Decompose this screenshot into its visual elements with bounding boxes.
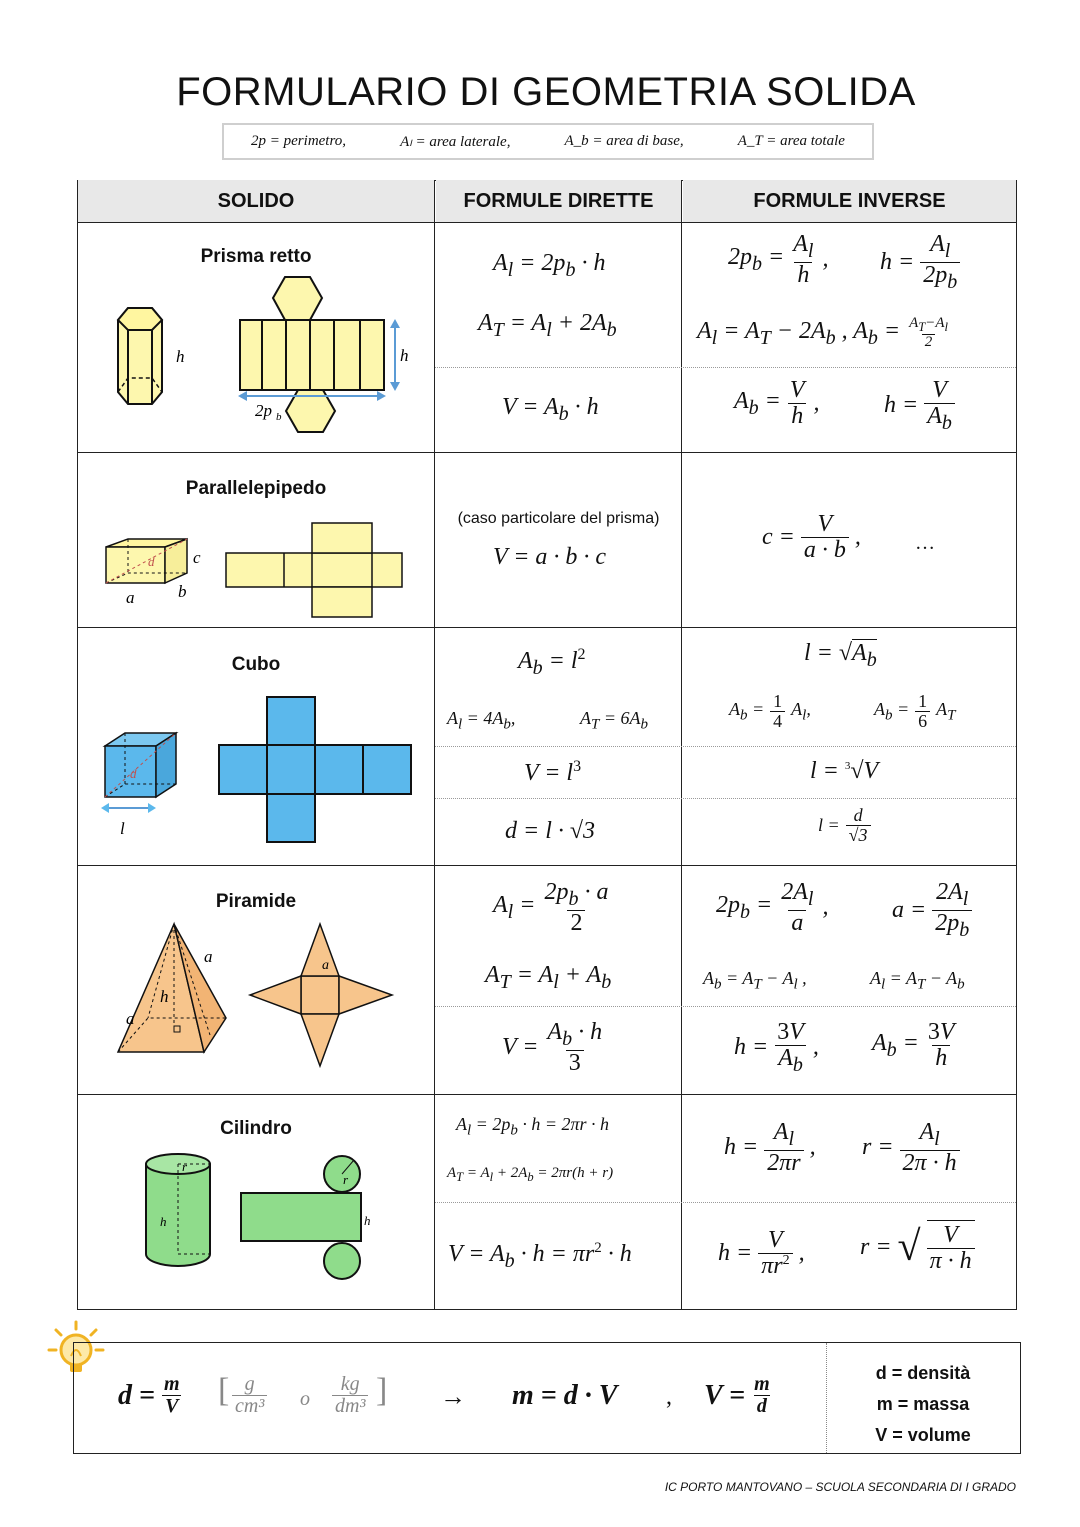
inverse-cilindro-r2: r = √ $\frac{V}{\pi \cdot h}$ [860, 1220, 975, 1274]
units-kg: kg [340, 1373, 360, 1395]
inverse-parallelepipedo-c: c = $\frac{V}{a \cdot b}$ , [762, 511, 861, 564]
inverse-prisma-h2: h = $\frac{V}{A_b}$ [884, 378, 955, 434]
units-g-cm3 [232, 1374, 267, 1417]
parallelepiped-note: (caso particolare del prisma) [457, 510, 660, 527]
formula-cilindro-v: $V = A_b \cdot h = \pi r^2 \cdot h$ [448, 1240, 632, 1272]
units-bracket-open: [ [218, 1372, 230, 1409]
units-dm3: dm³ [332, 1395, 368, 1417]
row-divider [77, 1094, 1017, 1095]
legend-density: d = densità [875, 1363, 971, 1383]
cylinder-figure [140, 1150, 400, 1285]
prism-label-2p: 2p [255, 401, 272, 420]
pyramid-net-label-a: a [322, 958, 329, 973]
formula-cubo-ab: $A_b = l^2$ [518, 646, 586, 679]
cylinder-net-label-r: r [343, 1172, 349, 1187]
pyramid-label-base-a: a [126, 1009, 135, 1028]
comma-separator: , [666, 1384, 672, 1410]
parallelepiped-figure [100, 515, 410, 615]
legend-base-area: A_b = area di base, [564, 133, 684, 149]
sub-divider [435, 367, 1016, 368]
arrow-icon: → [440, 1382, 466, 1411]
cylinder-label-r: r [182, 1159, 188, 1174]
row-divider [77, 865, 1017, 866]
formula-piramide-at: $A_T = A_l + A_b$ [485, 962, 612, 993]
header-solido: SOLIDO [78, 180, 434, 222]
units-g: g [244, 1373, 255, 1395]
inverse-piramide-al: $A_l = A_T - A_b$ [870, 968, 965, 993]
inverse-cilindro-h2: h = $\frac{V}{\pi r^2}$ , [718, 1227, 805, 1280]
solid-name-cubo: Cubo [231, 654, 281, 675]
solid-name-parallelepipedo: Parallelepipedo [185, 478, 327, 499]
prism-label-h: h [176, 347, 185, 366]
footer-school: IC PORTO MANTOVANO – SCUOLA SECONDARIA DI I GRADO [664, 1480, 1016, 1494]
row-divider [77, 452, 1017, 453]
prism-label-2p-sub: b [276, 411, 282, 423]
units-cm3: cm³ [232, 1395, 267, 1417]
inverse-cubo-ab-from-at: $A_b$ = $\frac{1}{6}$ $A_T$ [874, 691, 956, 731]
formula-cilindro-al: $A_l = 2p_b \cdot h = 2\pi r \cdot h$ [456, 1114, 609, 1139]
formula-piramide-v: V = $\frac{A_b \cdot h}{3}$ [502, 1019, 603, 1076]
mass-formula: m = d · V [512, 1380, 618, 1411]
prism-net-label-h: h [400, 346, 409, 365]
solid-name-piramide: Piramide [215, 891, 297, 912]
density-legend [838, 1358, 1008, 1451]
inverse-parallelepipedo-ellipsis: … [915, 532, 935, 554]
formula-cilindro-at: $A_T = A_l + 2A_b = 2\pi r(h + r)$ [447, 1165, 614, 1184]
column-divider [681, 180, 682, 1310]
header-formule-inverse: FORMULE INVERSE [683, 180, 1016, 222]
cylinder-net-label-h: h [364, 1213, 371, 1228]
row-divider [77, 627, 1017, 628]
column-divider [434, 180, 435, 1310]
legend-volume: V = volume [875, 1425, 971, 1445]
legend-lateral-area: Aₗ = area laterale, [400, 134, 511, 150]
formula-cubo-at: $A_T = 6A_b$ [580, 708, 648, 733]
solid-name-prisma: Prisma retto [200, 246, 312, 267]
cylinder-label-h: h [160, 1214, 167, 1229]
inverse-cubo-ab-from-al: $A_b$ = $\frac{1}{4}$ $A_l$, [729, 691, 811, 731]
symbol-legend [222, 123, 874, 160]
inverse-piramide-2p: $2p_b$ = $\frac{2A_l}{a}$ , [716, 879, 829, 936]
formula-piramide-al: $A_l$ = $\frac{2p_b \cdot a}{2}$ [493, 879, 609, 936]
inverse-cubo-l-from-ab: $l = √A_b$ [804, 640, 877, 671]
sub-divider [435, 746, 1016, 747]
sub-divider [435, 1006, 1016, 1007]
formula-prisma-v: $V = A_b \cdot h$ [502, 394, 599, 425]
parallelepiped-label-a: a [126, 588, 135, 607]
parallelepiped-label-b: b [178, 582, 187, 601]
inverse-cubo-l-from-v: l = $^3$√V [810, 758, 879, 784]
prism-figure [110, 270, 430, 440]
units-kg-dm3 [332, 1374, 368, 1417]
inverse-piramide-ab: $A_b = A_T - A_l$ , [703, 968, 807, 993]
legend-mass: m = massa [876, 1394, 970, 1414]
row-divider [77, 222, 1017, 223]
sub-divider [435, 798, 1016, 799]
formula-prisma-at: $A_T = A_l + 2A_b$ [478, 310, 617, 341]
inverse-piramide-ab2: $A_b$ = $\frac{3V}{h}$ [872, 1019, 955, 1072]
volume-formula: V = $\frac{m}{d}$ [704, 1373, 770, 1417]
formula-parallelepipedo-v: V = a · b · c [493, 544, 607, 570]
cube-figure [100, 690, 420, 850]
inverse-piramide-h: h = $\frac{3V}{A_b}$ , [734, 1019, 819, 1076]
pyramid-label-a: a [204, 947, 213, 966]
header-formule-dirette: FORMULE DIRETTE [436, 180, 681, 222]
formula-cubo-d: d = l · √3 [505, 818, 596, 844]
formula-cubo-al: $A_l = 4A_b$, [447, 708, 516, 733]
units-or: o [300, 1388, 310, 1410]
density-formula: d = $\frac{m}{V}$ [118, 1373, 180, 1417]
solid-name-cilindro: Cilindro [220, 1118, 292, 1139]
inverse-cubo-l-from-d: l = $\frac{d}{√3}$ [818, 806, 871, 845]
density-divider [826, 1343, 827, 1453]
legend-total-area: A_T = area totale [737, 133, 845, 149]
units-bracket-close: ] [376, 1372, 388, 1409]
parallelepiped-label-d: d [148, 554, 155, 569]
parallelepiped-label-c: c [193, 548, 201, 567]
inverse-prisma-2p: $2p_b$ = $\frac{A_l}{h}$ , [728, 231, 829, 288]
inverse-prisma-ab: $A_b$ = $\frac{V}{h}$ , [734, 377, 820, 430]
pyramid-figure [110, 920, 410, 1070]
inverse-prisma-h: h = $\frac{A_l}{2p_b}$ [880, 232, 960, 293]
inverse-prisma-al-ab: $A_l = A_T - 2A_b$ , $A_b$ = $\frac{A_T-A_l}{2}$ [697, 315, 948, 351]
legend-perimeter: 2p = perimetro, [251, 133, 347, 149]
cube-label-l: l [120, 819, 125, 838]
sub-divider [435, 1202, 1016, 1203]
inverse-cilindro-h: h = $\frac{A_l}{2\pi r}$ , [724, 1119, 816, 1176]
inverse-cilindro-r: r = $\frac{A_l}{2\pi \cdot h}$ [862, 1120, 960, 1176]
inverse-piramide-a: a = $\frac{2A_l}{2p_b}$ [892, 880, 972, 941]
pyramid-label-h: h [160, 987, 169, 1006]
page-title: FORMULARIO DI GEOMETRIA SOLIDA [176, 70, 916, 114]
cube-label-d: d [130, 766, 137, 781]
formula-cubo-v: $V = l^3$ [524, 758, 582, 786]
formula-prisma-al: $A_l = 2p_b \cdot h$ [493, 250, 606, 281]
